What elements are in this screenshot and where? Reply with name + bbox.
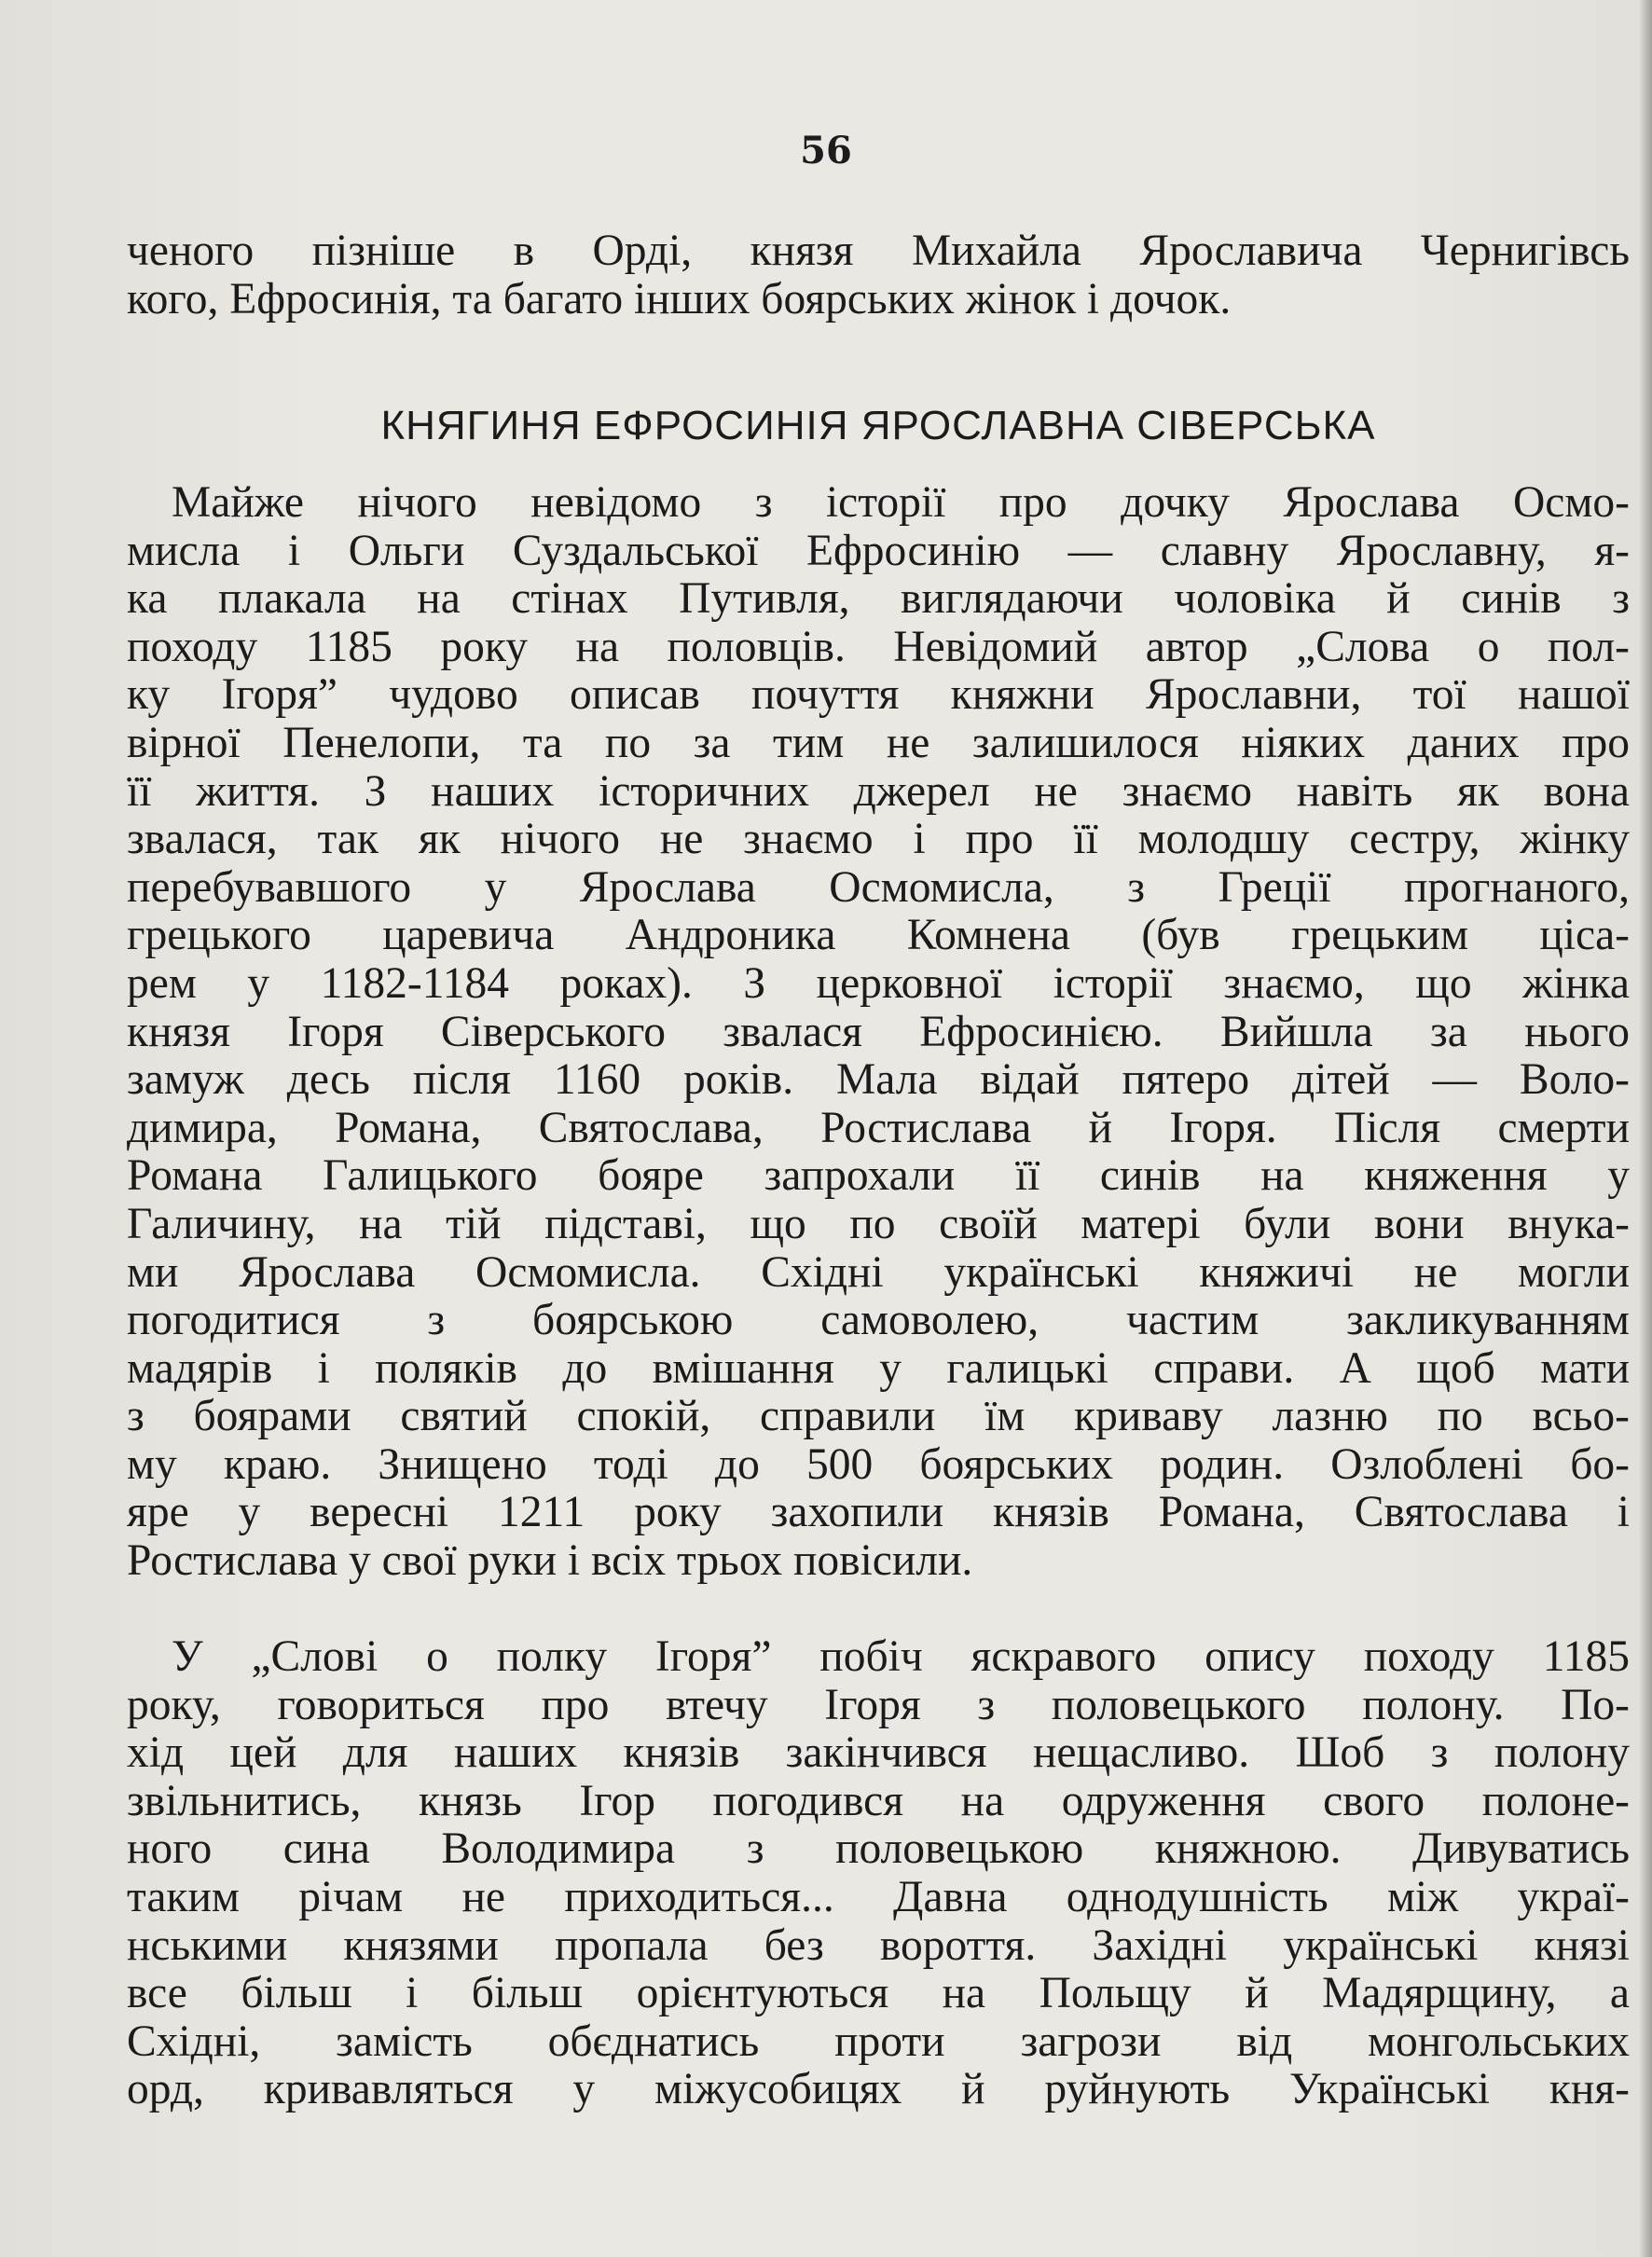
text-line: Ростислава у свої руки і всіх трьох повісили.	[127, 1536, 973, 1586]
page-number: 56	[800, 129, 852, 172]
text-line: му краю. Знищено тоді до 500 боярських родин. Озлоблені бо-	[127, 1439, 1630, 1489]
text-line: таким річам не приходиться... Давна однодушність між украї-	[127, 1872, 1630, 1921]
text-line: все більш і більш орієнтуються на Польщу й Мадярщину, а	[127, 1969, 1630, 2018]
text-line: погодитися з боярською самоволею, частим закликуванням	[127, 1296, 1630, 1345]
text-line: орд, кривавляться у міжусобицях й руйнують Українські кня-	[127, 2065, 1630, 2114]
text-line: її життя. З наших історичних джерел не знаємо навіть як вона	[127, 766, 1630, 816]
text-line: ченого пізніше в Орді, князя Михайла Ярославича Чернигівсь	[127, 227, 1630, 275]
text-line: ного сина Володимира з половецькою княжною. Дивуватись	[127, 1824, 1630, 1874]
paragraph-1	[127, 479, 1630, 1586]
text-line: Східні, замість обєднатись проти загрози від монгольських	[127, 2016, 1630, 2066]
text-line: рем у 1182-1184 роках). З церковної історії знаємо, що жінка	[127, 958, 1630, 1008]
text-line: замуж десь після 1160 років. Мала відай пятеро дітей — Воло-	[127, 1055, 1630, 1105]
text-line: ка плакала на стінах Путивля, виглядаючи чоловіка й синів з	[127, 574, 1630, 624]
text-line: димира, Романа, Святослава, Ростислава й Ігоря. Після смерти	[127, 1103, 1630, 1152]
intro-text	[127, 227, 1630, 323]
text-line: нськими князями пропала без вороття. Західні українські князі	[127, 1920, 1630, 1970]
text-line: грецького царевича Андроника Комнена (був грецьким цісa-	[127, 911, 1630, 960]
text-line: ми Ярослава Осмомисла. Східні українські княжичі не могли	[127, 1247, 1630, 1297]
text-line: хід цей для наших князів закінчився нещасливо. Шоб з полону	[127, 1728, 1630, 1778]
text-line: мисла і Ольги Суздальської Ефросинію — славну Ярославну, я-	[127, 526, 1630, 575]
text-line: князя Ігоря Сіверського звалася Ефросинією. Вийшла за нього	[127, 1007, 1630, 1056]
text-line: перебувавшого у Ярослава Осмомисла, з Греції прогнаного,	[127, 862, 1630, 912]
section-heading: КНЯГИНЯ ЕФРОСИНІЯ ЯРОСЛАВНА СІВЕРСЬКА	[380, 403, 1376, 448]
text-line: звалася, так як нічого не знаємо і про її молодшу сестру, жінку	[127, 815, 1630, 864]
text-line: звільнитись, князь Ігор погодився на одруження свого полоне-	[127, 1776, 1630, 1825]
text-line: Майже нічого невідомо з історії про дочку Ярослава Осмо-	[172, 478, 1630, 527]
text-line: походу 1185 року на половців. Невідомий автор „Слова о пол-	[127, 622, 1630, 671]
text-line: яре у вересні 1211 року захопили князів Романа, Святослава і	[127, 1488, 1630, 1537]
text-line: Романа Галицького бояре запрохали її синів на княження у	[127, 1151, 1630, 1201]
text-line: вірної Пенелопи, та по за тим не залишилося ніяких даних про	[127, 718, 1630, 767]
text-line: мадярів і поляків до вмішання у галицькі справи. А щоб мати	[127, 1343, 1630, 1393]
page-edge-shadow	[1639, 0, 1652, 2257]
paragraph-2	[127, 1633, 1630, 2114]
text-line: року, говориться про втечу Ігоря з половецького полону. По-	[127, 1680, 1630, 1729]
text-line: кого, Ефросинія, та багато інших боярських жінок і дочок.	[127, 274, 1232, 323]
text-line: Галичину, на тій підставі, що по своїй матері були вони внука-	[127, 1199, 1630, 1248]
text-line: ку Ігоря” чудово описав почуття княжни Ярославни, тої нашої	[127, 670, 1630, 720]
text-line: з боярами святий спокій, справили їм криваву лазню по всьо-	[127, 1392, 1630, 1441]
text-line: У „Слові о полку Ігоря” побіч яскравого опису походу 1185	[172, 1632, 1630, 1681]
